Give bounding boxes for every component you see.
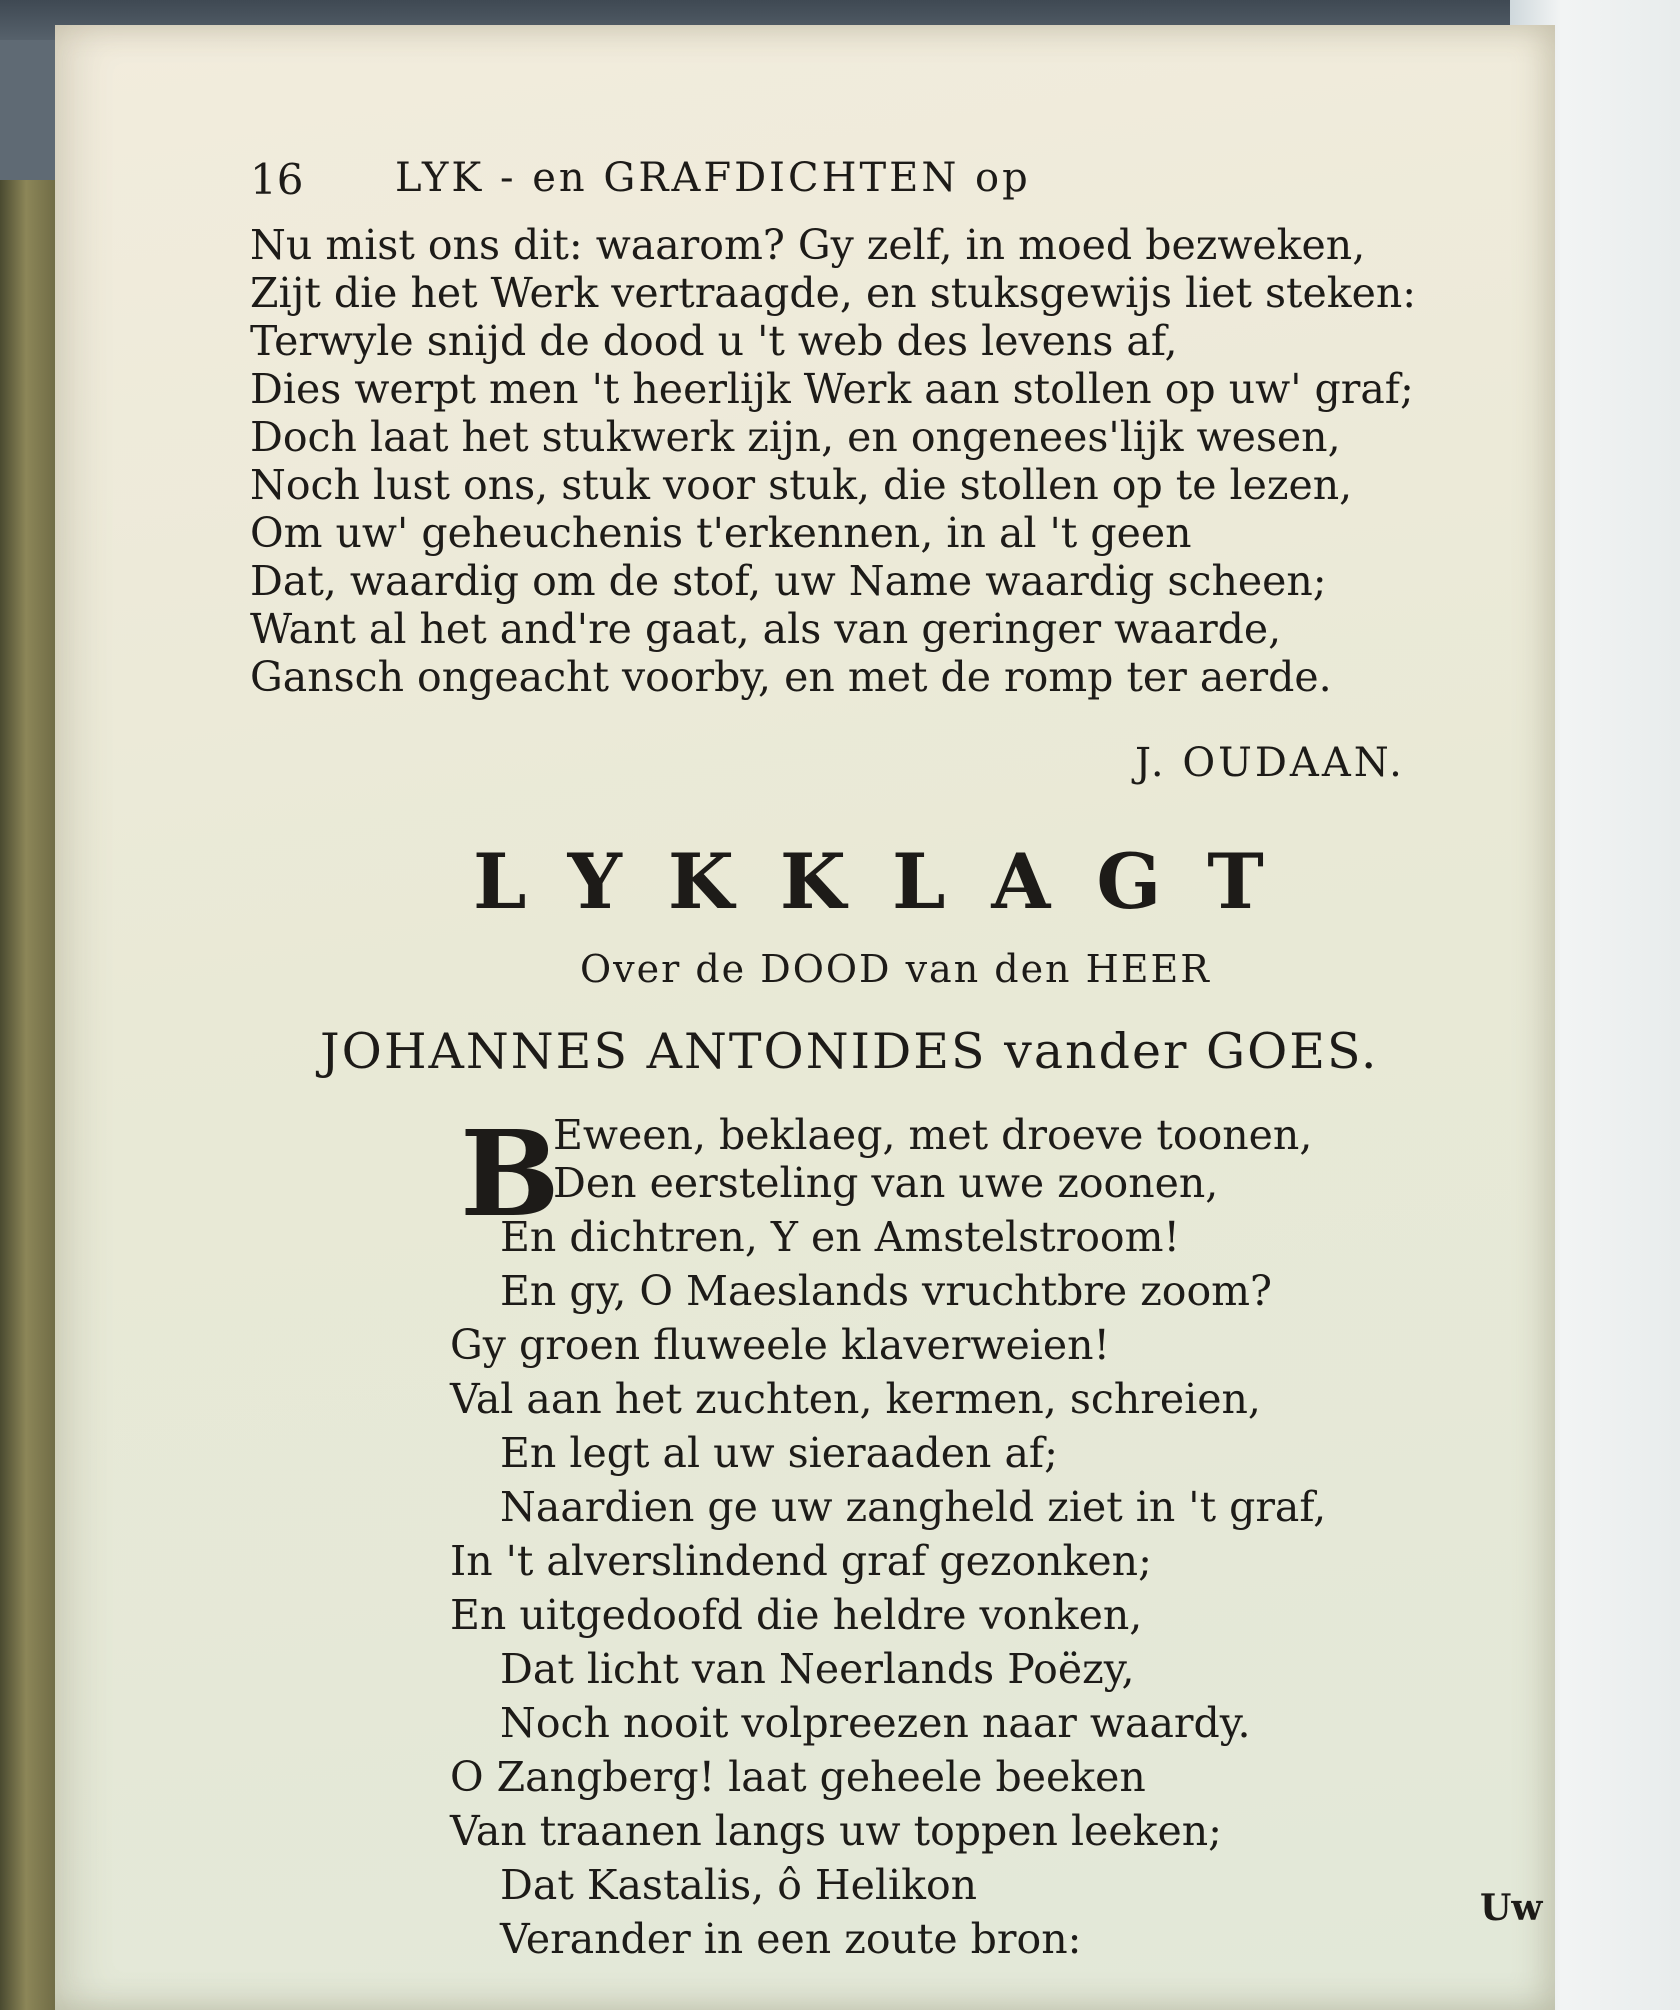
poem-title: LYKKLAGT — [473, 837, 1310, 926]
poem1-line: Zijt die het Werk vertraagde, en stuksgewijs liet steken: — [250, 269, 1417, 317]
poem2-line: Van traanen langs uw toppen leeken; — [450, 1807, 1222, 1855]
poem2-line: Verander in een zoute bron: — [500, 1915, 1082, 1963]
drop-cap: B — [460, 1104, 560, 1243]
poem2-line: Eween, beklaeg, met droeve toonen, — [553, 1111, 1313, 1159]
poem2-line: Dat licht van Neerlands Poëzy, — [500, 1645, 1135, 1693]
poem2-line: Den eersteling van uwe zoonen, — [553, 1159, 1219, 1207]
poem2-line: In 't alverslindend graf gezonken; — [450, 1537, 1152, 1585]
poem2-line: O Zangberg! laat geheele beeken — [450, 1753, 1146, 1801]
poem1-line: Gansch ongeacht voorby, en met de romp ter aerde. — [250, 653, 1332, 701]
poem2-line: En gy, O Maeslands vruchtbre zoom? — [500, 1267, 1273, 1315]
running-title: LYK - en GRAFDICHTEN op — [395, 155, 1031, 201]
poem2-line: Val aan het zuchten, kermen, schreien, — [450, 1375, 1261, 1423]
page-number: 16 — [250, 155, 304, 204]
poem1-line: Dat, waardig om de stof, uw Name waardig scheen; — [250, 557, 1327, 605]
poem2-line: Naardien ge uw zangheld ziet in 't graf, — [500, 1483, 1327, 1531]
poem1-line: Terwyle snijd de dood u 't web des levens af, — [250, 317, 1178, 365]
poem1-line: Want al het and're gaat, als van geringer waarde, — [250, 605, 1282, 653]
poem2-line: Gy groen fluweele klaverweien! — [450, 1321, 1111, 1369]
running-head — [250, 155, 1340, 205]
poem1-line: Om uw' geheuchenis t'erkennen, in al 't geen — [250, 509, 1192, 557]
poem1-line: Doch laat het stukwerk zijn, en ongenees'lijk wesen, — [250, 413, 1341, 461]
book-spine-edge — [0, 180, 58, 2010]
poem1-line: Noch lust ons, stuk voor stuk, die stollen op te lezen, — [250, 461, 1353, 509]
author-signature: J. OUDAAN. — [1135, 740, 1405, 786]
poem2-line: En dichtren, Y en Amstelstroom! — [500, 1213, 1180, 1261]
poem-dedicatee: JOHANNES ANTONIDES vander GOES. — [320, 1023, 1379, 1080]
book-page — [55, 25, 1555, 2010]
poem2-line: En uitgedoofd die heldre vonken, — [450, 1591, 1143, 1639]
poem1-line: Dies werpt men 't heerlijk Werk aan stollen op uw' graf; — [250, 365, 1414, 413]
poem2-line: Noch nooit volpreezen naar waardy. — [500, 1699, 1251, 1747]
poem2-line: En legt al uw sieraaden af; — [500, 1429, 1058, 1477]
poem1-line: Nu mist ons dit: waarom? Gy zelf, in moed bezweken, — [250, 221, 1366, 269]
catchword: Uw — [1480, 1887, 1543, 1929]
poem2-line: Dat Kastalis, ô Helikon — [500, 1861, 978, 1909]
poem-subtitle: Over de DOOD van den HEER — [580, 947, 1211, 991]
